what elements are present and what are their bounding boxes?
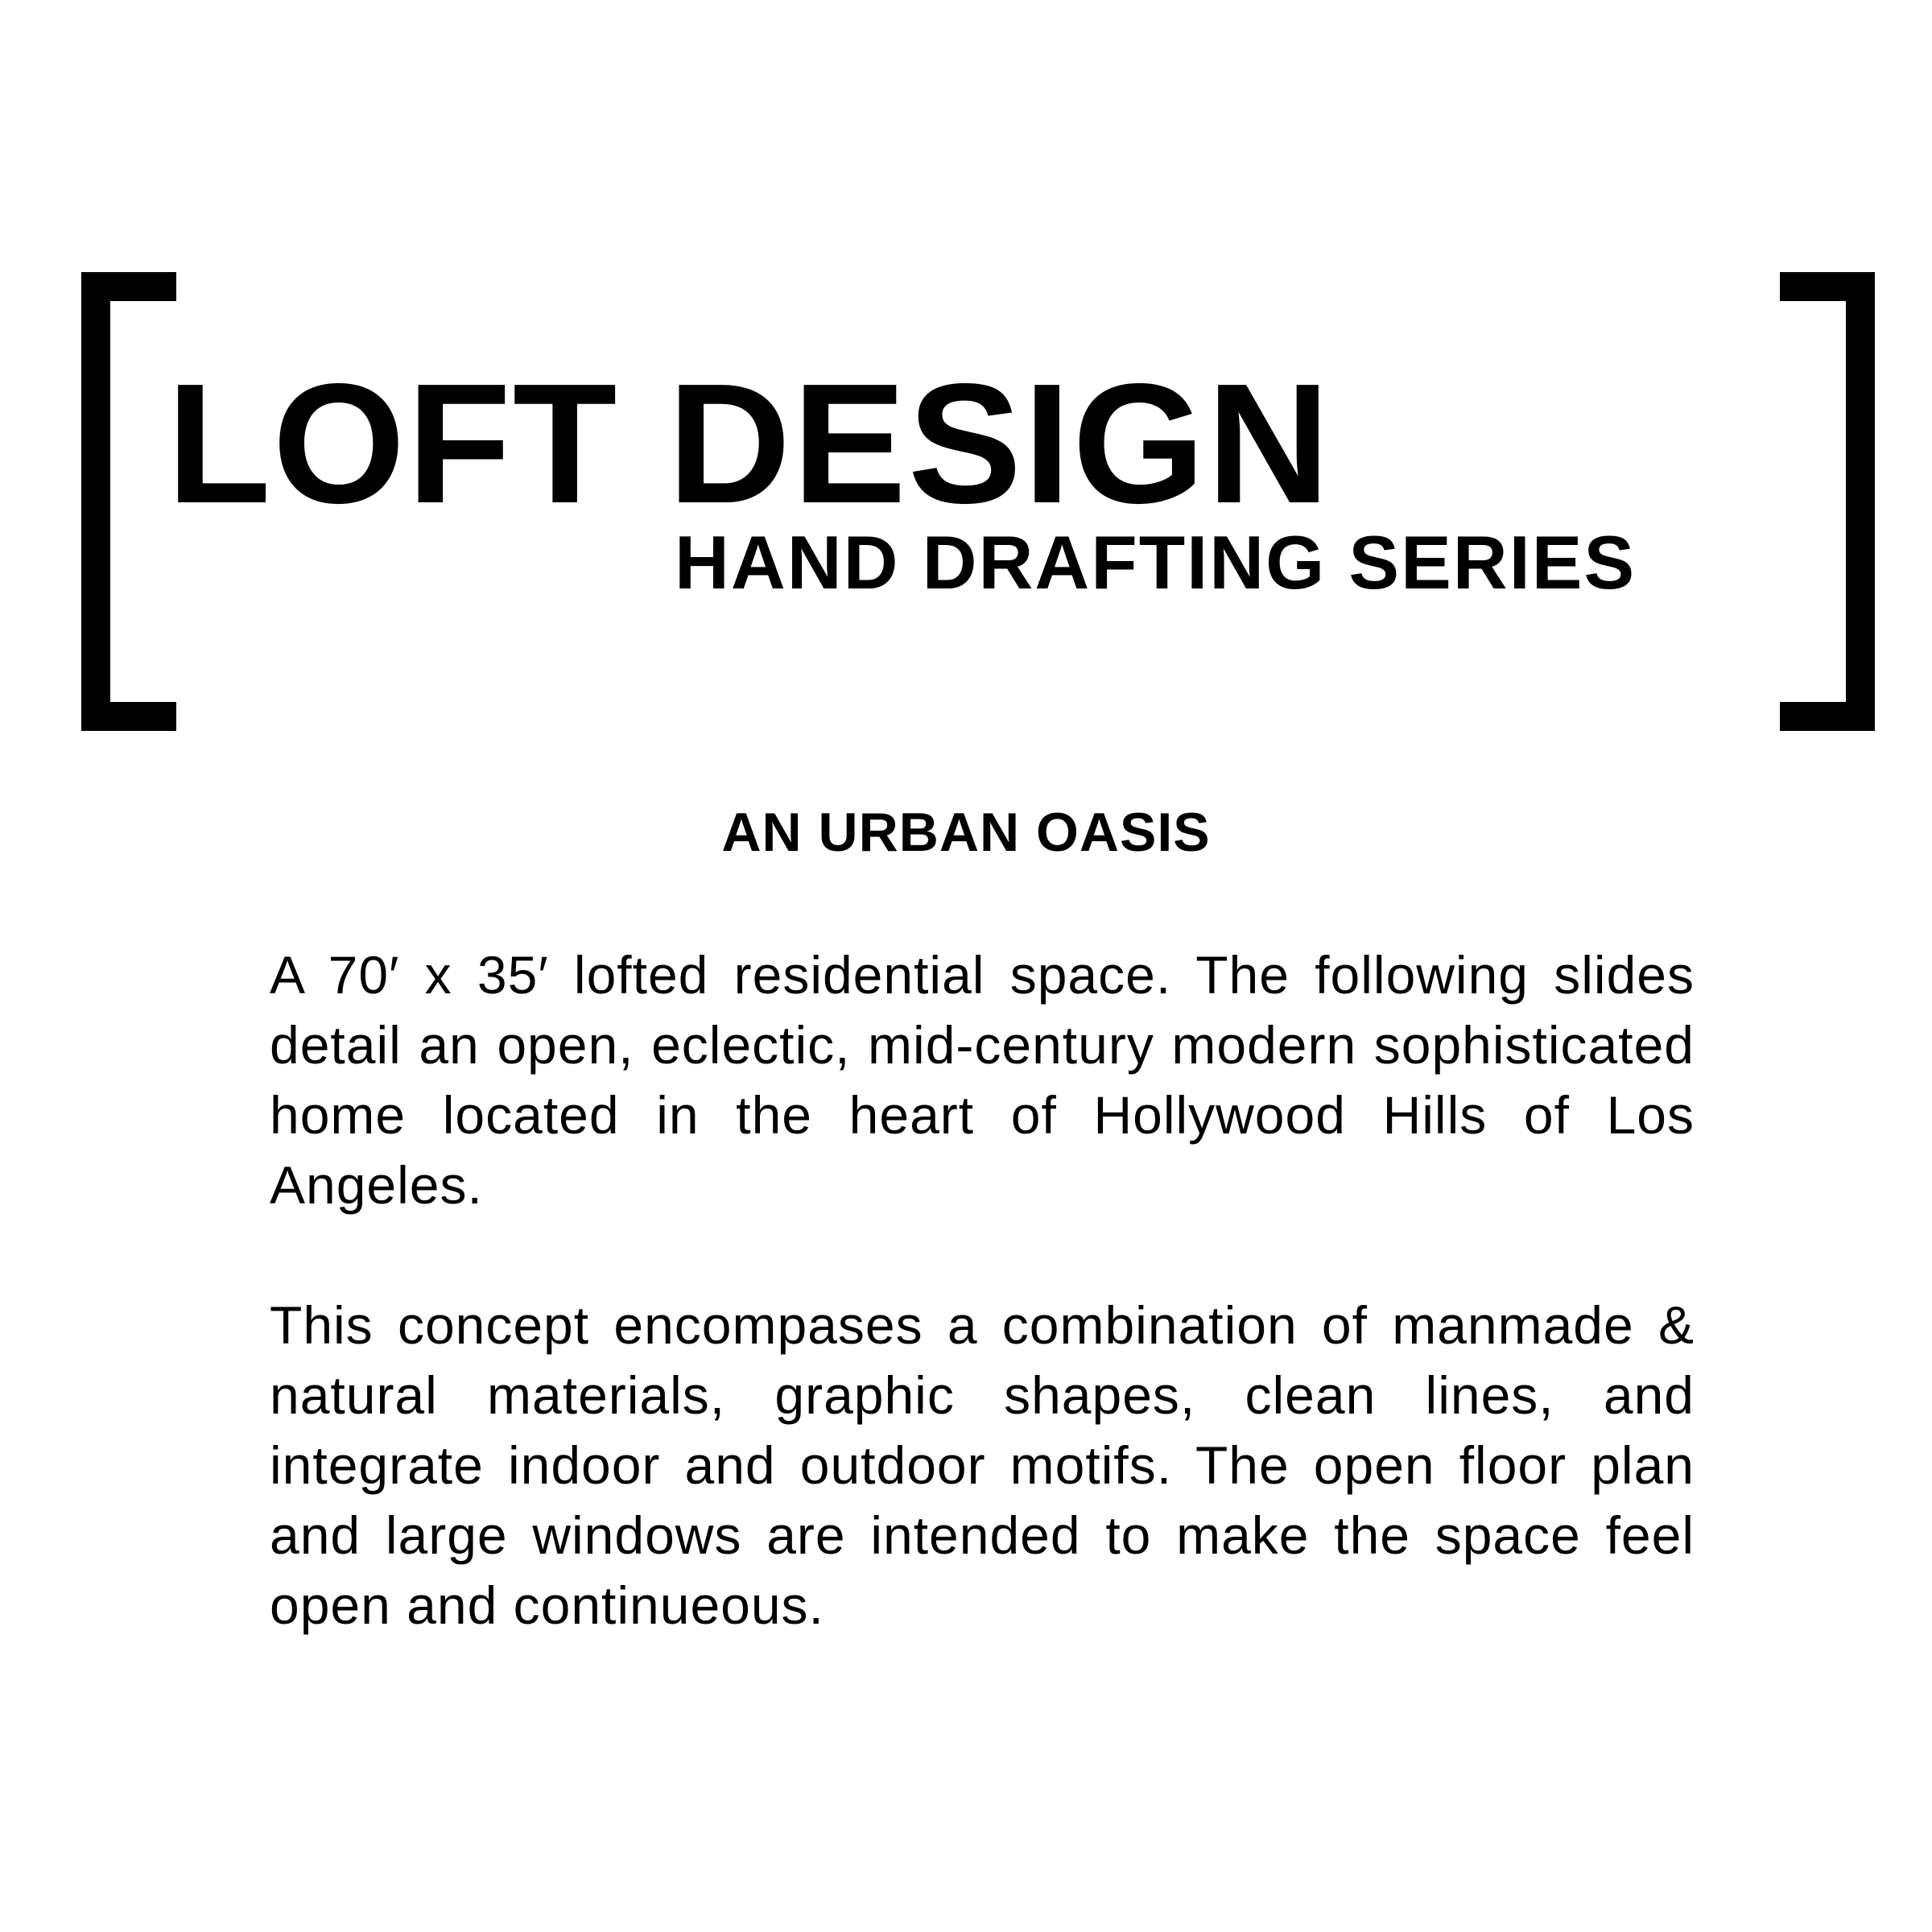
page-subtitle: HAND DRAFTING SERIES	[675, 520, 1637, 605]
page-title: LOFT DESIGN	[167, 348, 1332, 539]
left-bracket-decoration	[81, 272, 176, 731]
intro-paragraph: A 70′ x 35′ lofted residential space. The following slides detail an open, eclectic, mid-century modern sophisticated home located in the heart of Hollywood Hills of Los Angeles.	[270, 945, 1695, 1215]
right-bracket-decoration	[1780, 272, 1875, 731]
section-heading: AN URBAN OASIS	[721, 802, 1211, 863]
concept-paragraph: This concept encompases a combination of manmade & natural materials, graphic shapes, clean lines, and integrate indoor and outdoor motifs. The open floor plan and large windows are intended to make the space feel open and continueous.	[270, 1295, 1695, 1635]
